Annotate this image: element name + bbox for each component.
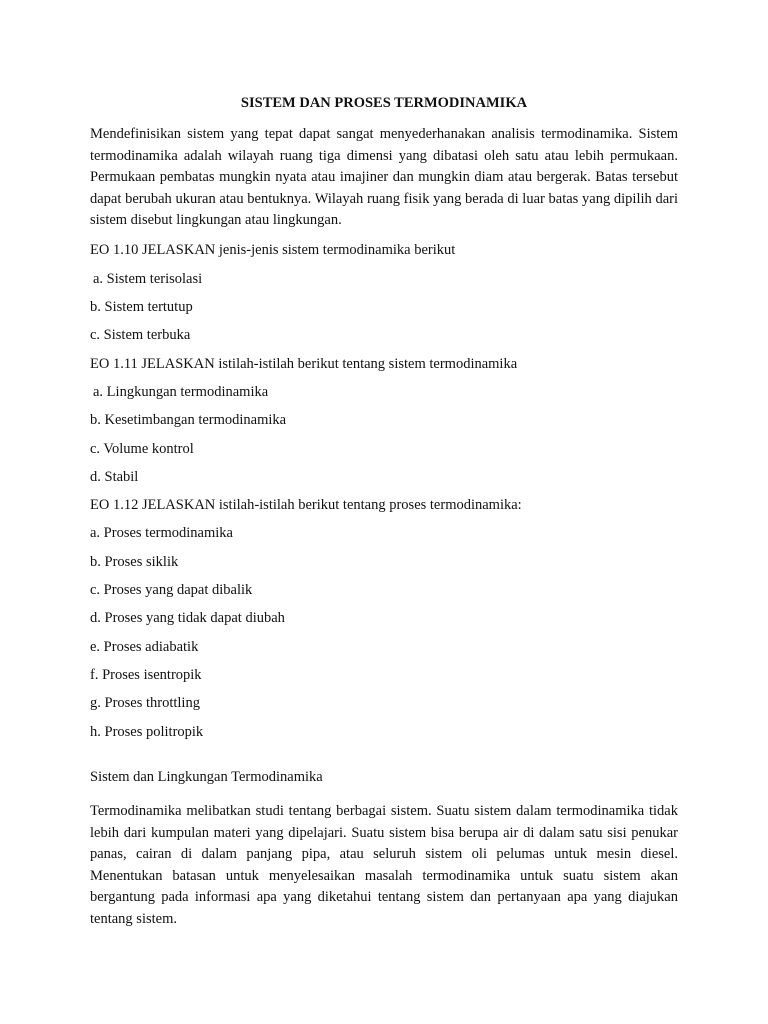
eo112-item-d: d. Proses yang tidak dapat diubah [90, 610, 285, 626]
eo111-item-d: d. Stabil [90, 469, 139, 485]
eo110-item-b: b. Sistem tertutup [90, 299, 193, 315]
eo112-item-b: b. Proses siklik [90, 554, 179, 570]
eo112-item-h: h. Proses politropik [90, 724, 204, 740]
document-title: SISTEM DAN PROSES TERMODINAMIKA [240, 95, 528, 111]
eo110-item-c: c. Sistem terbuka [90, 327, 191, 343]
eo112-item-a: a. Proses termodinamika [90, 525, 233, 541]
eo112-item-f: f. Proses isentropik [90, 667, 202, 683]
eo111-item-b: b. Kesetimbangan termodinamika [90, 412, 287, 428]
eo111-heading: EO 1.11 JELASKAN istilah-istilah berikut tentang sistem termodinamika [90, 356, 518, 372]
section-heading: Sistem dan Lingkungan Termodinamika [90, 769, 323, 785]
eo110-heading: EO 1.10 JELASKAN jenis-jenis sistem termodinamika berikut [90, 242, 456, 258]
eo110-item-a: a. Sistem terisolasi [93, 271, 203, 287]
eo112-heading: EO 1.12 JELASKAN istilah-istilah berikut tentang proses termodinamika: [90, 497, 522, 513]
eo112-item-g: g. Proses throttling [90, 695, 200, 711]
eo112-item-e: e. Proses adiabatik [90, 639, 199, 655]
eo112-item-c: c. Proses yang dapat dibalik [90, 582, 253, 598]
section-paragraph: Termodinamika melibatkan studi tentang berbagai sistem. Suatu sistem dalam termodinamika tidak lebih dari kumpulan materi yang dipelajari. Suatu sistem bisa berupa air di dalam satu sisi penukar panas, cairan di dalam panjang pipa, atau seluruh sistem oli pelumas untuk mesin diesel. Menentukan batasan untuk menyelesaikan masalah termodinamika untuk suatu sistem akan bergantung pada informasi apa yang diketahui tentang sistem dan pertanyaan apa yang diajukan tentang sistem. [90, 803, 678, 927]
eo111-item-a: a. Lingkungan termodinamika [93, 384, 269, 400]
eo111-item-c: c. Volume kontrol [90, 441, 194, 457]
intro-paragraph: Mendefinisikan sistem yang tepat dapat sangat menyederhanakan analisis termodinamika. Sistem termodinamika adalah wilayah ruang tiga dimensi yang dibatasi oleh satu atau lebih permukaan. Permukaan pembatas mungkin nyata atau imajiner dan mungkin diam atau bergerak. Batas tersebut dapat berubah ukuran atau bentuknya. Wilayah ruang fisik yang berada di luar batas yang dipilih dari sistem disebut lingkungan atau lingkungan. [90, 126, 678, 229]
